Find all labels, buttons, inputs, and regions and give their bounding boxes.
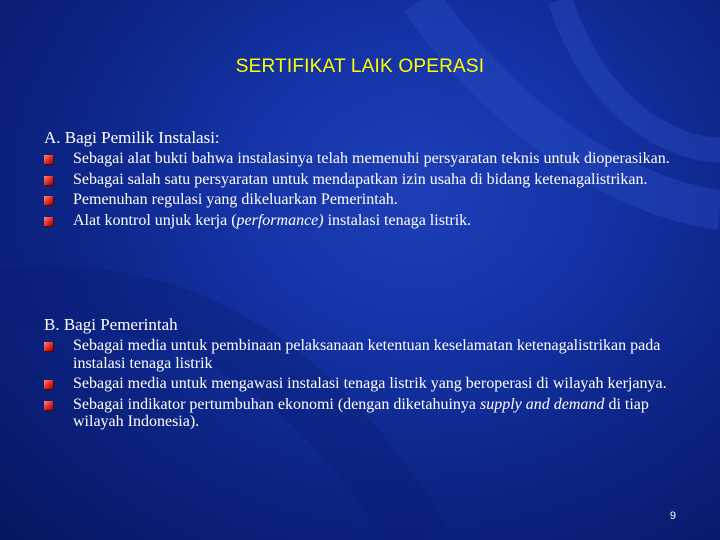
section-b-list <box>44 337 694 431</box>
list-item <box>44 375 694 393</box>
bullet-icon <box>44 342 53 351</box>
slide-title: SERTIFIKAT LAIK OPERASI <box>235 56 485 77</box>
bullet-icon <box>44 176 53 185</box>
list-item <box>44 150 694 168</box>
section-pemilik-instalasi <box>44 128 694 232</box>
bullet-icon <box>44 217 53 226</box>
list-item-text: Pemenuhan regulasi yang dikeluarkan Pemerintah. <box>73 191 398 208</box>
section-b-heading: B. Bagi Pemerintah <box>44 315 178 334</box>
page-number: 9 <box>669 510 676 522</box>
list-item-text: Sebagai alat bukti bahwa instalasinya telah memenuhi persyaratan teknis untuk dioperasikan. <box>73 150 670 167</box>
bullet-icon <box>44 401 53 410</box>
italic-term: performance) <box>236 211 324 229</box>
list-item <box>44 396 694 431</box>
list-item-text: Sebagai media untuk mengawasi instalasi tenaga listrik yang beroperasi di wilayah kerjanya. <box>73 375 667 392</box>
list-item-text: Alat kontrol unjuk kerja ( <box>73 211 237 229</box>
list-item-text: Sebagai media untuk pembinaan pelaksanaan ketentuan keselamatan ketenagalistrikan pada instalasi tenaga listrik <box>73 337 661 372</box>
list-item <box>44 337 694 372</box>
section-a-heading: A. Bagi Pemilik Instalasi: <box>44 128 220 147</box>
list-item-text: di tiap wilayah Indonesia). <box>73 395 649 430</box>
italic-term: supply and demand <box>480 395 605 413</box>
list-item <box>44 171 694 189</box>
list-item-text: Sebagai indikator pertumbuhan ekonomi (dengan diketahuinya <box>73 395 480 413</box>
section-a-list <box>44 150 694 229</box>
list-item-text: instalasi tenaga listrik. <box>323 211 472 229</box>
bullet-icon <box>44 196 53 205</box>
list-item-text: Sebagai salah satu persyaratan untuk mendapatkan izin usaha di bidang ketenagalistrikan. <box>73 170 648 188</box>
list-item <box>44 212 694 230</box>
bullet-icon <box>44 380 53 389</box>
section-pemerintah <box>44 315 694 434</box>
list-item <box>44 191 694 209</box>
bullet-icon <box>44 155 53 164</box>
